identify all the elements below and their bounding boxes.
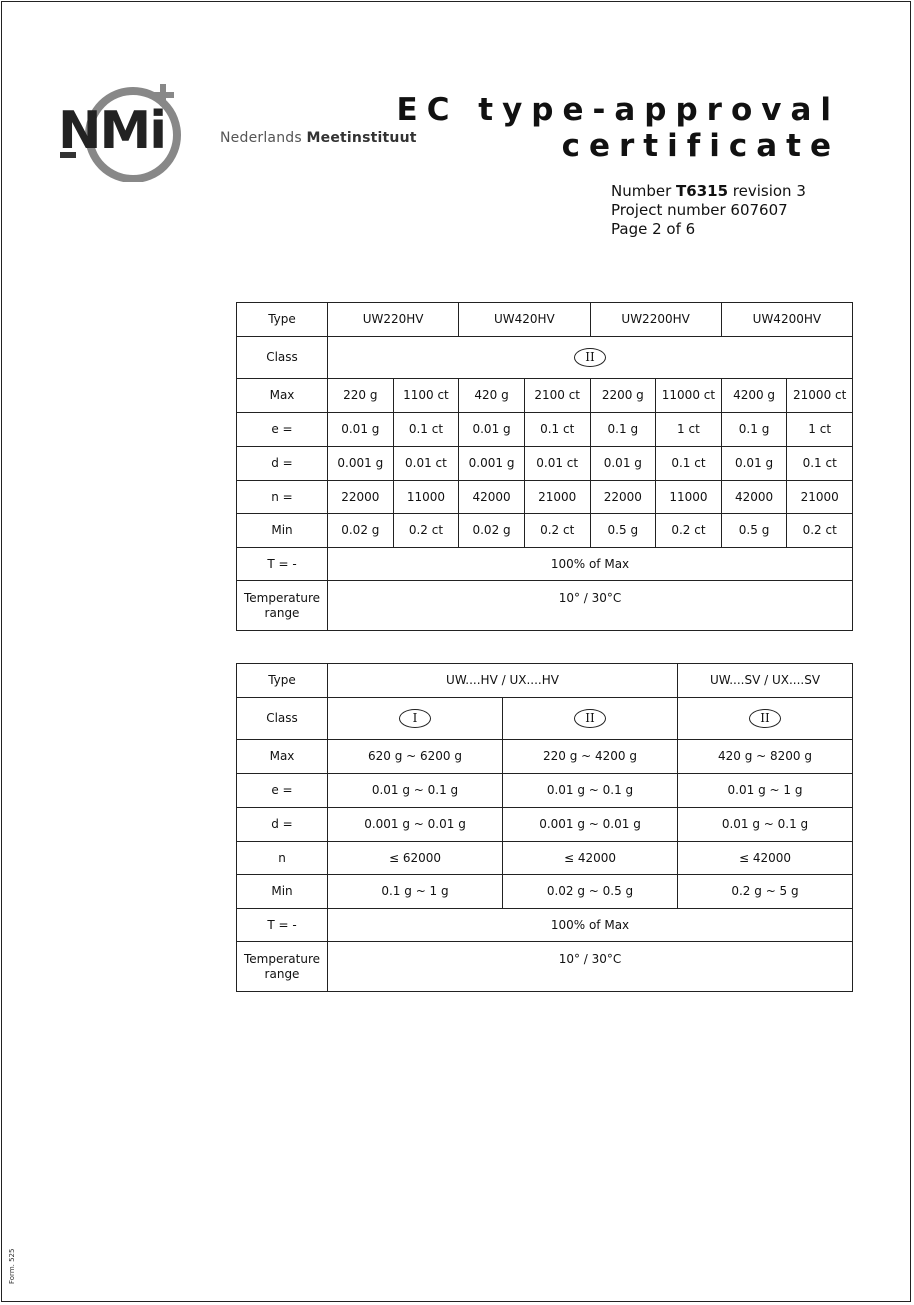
- row-label: e =: [237, 413, 328, 447]
- title-line-2: certificate: [561, 128, 840, 164]
- table-row: [237, 337, 853, 379]
- svg-text:NMi: NMi: [58, 101, 166, 161]
- value-cell: 4200 g: [721, 379, 787, 413]
- value-cell: 0.001 g: [459, 447, 525, 481]
- value-cell: 620 g ~ 6200 g: [328, 740, 503, 774]
- table-row: [237, 514, 853, 548]
- model-cell: UW420HV: [459, 303, 590, 337]
- class-cell: [328, 698, 503, 740]
- class-cell: [328, 337, 853, 379]
- table-row: [237, 413, 853, 447]
- table-row: [237, 942, 853, 992]
- value-cell: 0.1 g: [721, 413, 787, 447]
- value-cell: 0.1 ct: [787, 447, 853, 481]
- table-row: [237, 581, 853, 631]
- value-cell: 0.5 g: [590, 514, 656, 548]
- value-cell: 220 g ~ 4200 g: [503, 740, 678, 774]
- table-row: [237, 664, 853, 698]
- table-row: [237, 875, 853, 909]
- spec-table-1: [236, 302, 853, 631]
- table-row: [237, 447, 853, 481]
- table-row: [237, 303, 853, 337]
- table-row: [237, 740, 853, 774]
- accuracy-class-symbol: II: [574, 348, 606, 367]
- row-label: Type: [237, 664, 328, 698]
- value-cell: 0.1 ct: [524, 413, 590, 447]
- value-cell: 0.2 ct: [656, 514, 722, 548]
- form-number: Form. 525: [8, 1248, 16, 1284]
- row-label: e =: [237, 774, 328, 808]
- value-cell: 11000 ct: [656, 379, 722, 413]
- table-row: [237, 842, 853, 875]
- value-cell: 0.2 ct: [524, 514, 590, 548]
- value-cell: 1 ct: [656, 413, 722, 447]
- value-cell: 42000: [721, 481, 787, 514]
- value-cell: ≤ 42000: [678, 842, 853, 875]
- certificate-meta: [611, 182, 806, 239]
- row-label: n =: [237, 481, 328, 514]
- value-cell: 0.01 g ~ 0.1 g: [328, 774, 503, 808]
- page-number: Page 2 of 6: [611, 220, 696, 238]
- value-cell: 0.01 g: [328, 413, 394, 447]
- value-cell: 1 ct: [787, 413, 853, 447]
- certificate-number: Number T6315 revision 3: [611, 182, 806, 200]
- row-label: Min: [237, 875, 328, 909]
- row-label: Type: [237, 303, 328, 337]
- org-name: Nederlands Meetinstituut: [220, 130, 417, 146]
- model-cell: UW....SV / UX....SV: [678, 664, 853, 698]
- value-cell: 0.02 g: [328, 514, 394, 548]
- value-cell: 0.2 ct: [393, 514, 459, 548]
- value-cell: 0.5 g: [721, 514, 787, 548]
- table-row: [237, 909, 853, 942]
- value-cell: 11000: [656, 481, 722, 514]
- value-cell: 0.01 ct: [524, 447, 590, 481]
- row-label: T = -: [237, 548, 328, 581]
- value-cell: 0.1 ct: [656, 447, 722, 481]
- value-cell: 0.1 g ~ 1 g: [328, 875, 503, 909]
- value-cell: 0.2 g ~ 5 g: [678, 875, 853, 909]
- value-cell: 0.001 g ~ 0.01 g: [503, 808, 678, 842]
- model-cell: UW220HV: [328, 303, 459, 337]
- value-cell: 21000: [787, 481, 853, 514]
- value-cell: 22000: [328, 481, 394, 514]
- row-label: T = -: [237, 909, 328, 942]
- table-row: [237, 774, 853, 808]
- value-cell: 420 g ~ 8200 g: [678, 740, 853, 774]
- accuracy-class-symbol: II: [749, 709, 781, 728]
- value-cell: 420 g: [459, 379, 525, 413]
- value-cell: 0.01 ct: [393, 447, 459, 481]
- value-cell: 0.001 g ~ 0.01 g: [328, 808, 503, 842]
- table-row: [237, 548, 853, 581]
- value-cell: 0.01 g ~ 1 g: [678, 774, 853, 808]
- row-label: Min: [237, 514, 328, 548]
- tare-value: 100% of Max: [328, 548, 853, 581]
- table-row: [237, 698, 853, 740]
- class-cell: [678, 698, 853, 740]
- value-cell: ≤ 42000: [503, 842, 678, 875]
- spec-table-2: [236, 663, 853, 992]
- value-cell: 0.1 ct: [393, 413, 459, 447]
- temperature-value: 10° / 30°C: [328, 581, 853, 631]
- value-cell: 0.01 g: [459, 413, 525, 447]
- nmi-logo: [50, 72, 190, 182]
- table-row: [237, 808, 853, 842]
- table-row: [237, 379, 853, 413]
- title-line-1: EC type-approval: [396, 92, 840, 128]
- row-label: d =: [237, 808, 328, 842]
- value-cell: 0.01 g: [590, 447, 656, 481]
- row-label: Temperature range: [237, 942, 328, 992]
- value-cell: 0.01 g: [721, 447, 787, 481]
- row-label: Class: [237, 337, 328, 379]
- model-cell: UW2200HV: [590, 303, 721, 337]
- value-cell: 0.01 g ~ 0.1 g: [678, 808, 853, 842]
- row-label: Max: [237, 379, 328, 413]
- value-cell: 0.1 g: [590, 413, 656, 447]
- project-number: Project number 607607: [611, 201, 788, 219]
- accuracy-class-symbol: I: [399, 709, 431, 728]
- tare-value: 100% of Max: [328, 909, 853, 942]
- value-cell: 2100 ct: [524, 379, 590, 413]
- row-label: Max: [237, 740, 328, 774]
- model-cell: UW....HV / UX....HV: [328, 664, 678, 698]
- value-cell: ≤ 62000: [328, 842, 503, 875]
- value-cell: 0.01 g ~ 0.1 g: [503, 774, 678, 808]
- value-cell: 22000: [590, 481, 656, 514]
- model-cell: UW4200HV: [721, 303, 852, 337]
- row-label: Class: [237, 698, 328, 740]
- row-label: d =: [237, 447, 328, 481]
- value-cell: 42000: [459, 481, 525, 514]
- row-label: Temperature range: [237, 581, 328, 631]
- value-cell: 0.02 g: [459, 514, 525, 548]
- table-row: [237, 481, 853, 514]
- value-cell: 2200 g: [590, 379, 656, 413]
- row-label: n: [237, 842, 328, 875]
- temperature-value: 10° / 30°C: [328, 942, 853, 992]
- certificate-title: [397, 92, 840, 164]
- class-cell: [503, 698, 678, 740]
- accuracy-class-symbol: II: [574, 709, 606, 728]
- value-cell: 0.2 ct: [787, 514, 853, 548]
- value-cell: 0.001 g: [328, 447, 394, 481]
- value-cell: 21000 ct: [787, 379, 853, 413]
- value-cell: 1100 ct: [393, 379, 459, 413]
- value-cell: 21000: [524, 481, 590, 514]
- value-cell: 11000: [393, 481, 459, 514]
- value-cell: 0.02 g ~ 0.5 g: [503, 875, 678, 909]
- value-cell: 220 g: [328, 379, 394, 413]
